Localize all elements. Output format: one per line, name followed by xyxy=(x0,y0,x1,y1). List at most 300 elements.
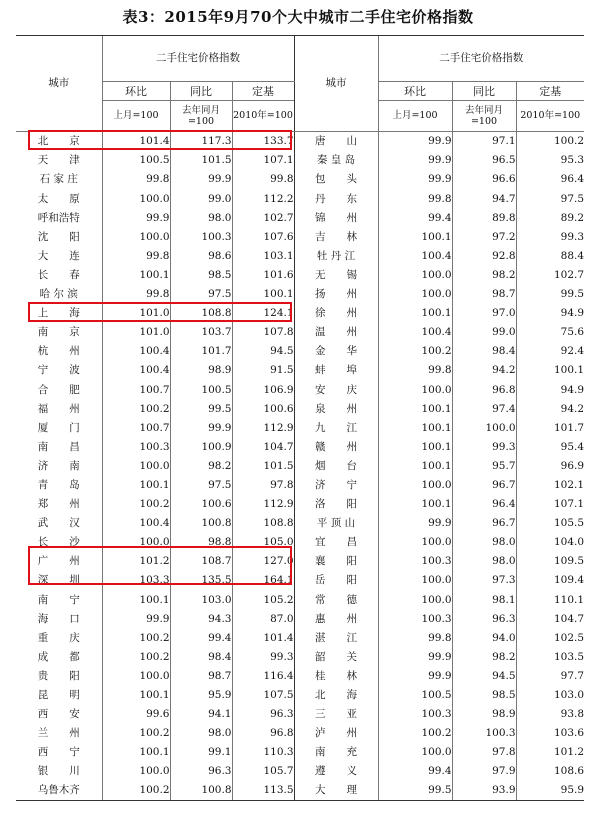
table-row xyxy=(16,227,584,246)
mom-cell-left: 101.0 xyxy=(102,323,170,342)
yoy-cell-right: 97.3 xyxy=(452,571,516,590)
fixed-cell-left: 101.5 xyxy=(232,457,294,476)
table-row xyxy=(16,457,584,476)
yoy-cell-right: 99.3 xyxy=(452,438,516,457)
mom-header-left: 环比 xyxy=(102,82,170,101)
fixed-cell-right: 102.7 xyxy=(516,266,584,285)
yoy-cell-left: 98.7 xyxy=(170,667,232,686)
city-cell-left: 太 原 xyxy=(37,192,80,205)
mom-cell-left: 100.4 xyxy=(102,361,170,380)
fixed-cell-right: 92.4 xyxy=(516,342,584,361)
table-row xyxy=(16,743,584,762)
yoy-cell-right: 98.7 xyxy=(452,285,516,304)
city-cell-right: 烟 台 xyxy=(294,457,378,476)
mom-header-right: 环比 xyxy=(378,82,452,101)
table-title: 表3：2015年9月70个大中城市二手住宅价格指数 xyxy=(122,8,474,26)
mom-cell-right: 100.2 xyxy=(378,724,452,743)
yoy-header-right: 同比 xyxy=(452,82,516,101)
city-cell-left: 福 州 xyxy=(37,402,80,415)
city-cell-left: 深 圳 xyxy=(37,574,80,587)
mom-cell-right: 100.0 xyxy=(378,743,452,762)
mom-cell-right: 100.1 xyxy=(378,495,452,514)
mom-cell-left: 99.8 xyxy=(102,285,170,304)
mom-cell-left: 100.0 xyxy=(102,457,170,476)
fixed-cell-left: 106.9 xyxy=(232,380,294,399)
mom-base-left: 上月=100 xyxy=(102,101,170,132)
fixed-header-right: 定基 xyxy=(516,82,584,101)
city-cell-right: 徐 州 xyxy=(294,304,378,323)
price-index-table xyxy=(16,35,584,801)
city-cell-left: 济 南 xyxy=(37,459,80,472)
fixed-cell-right: 89.2 xyxy=(516,208,584,227)
yoy-cell-right: 96.7 xyxy=(452,476,516,495)
mom-cell-right: 100.4 xyxy=(378,323,452,342)
yoy-cell-left: 99.1 xyxy=(170,743,232,762)
yoy-cell-left: 99.9 xyxy=(170,170,232,189)
fixed-cell-left: 127.0 xyxy=(232,552,294,571)
yoy-cell-right: 94.0 xyxy=(452,628,516,647)
mom-cell-right: 100.5 xyxy=(378,686,452,705)
yoy-cell-left: 97.5 xyxy=(170,476,232,495)
mom-cell-left: 100.1 xyxy=(102,686,170,705)
table-row xyxy=(16,628,584,647)
yoy-cell-left: 98.5 xyxy=(170,266,232,285)
yoy-cell-left: 135.5 xyxy=(170,571,232,590)
city-cell-right: 唐 山 xyxy=(294,132,378,152)
city-cell-left: 广 州 xyxy=(37,555,80,568)
fixed-cell-right: 94.9 xyxy=(516,380,584,399)
fixed-cell-right: 110.1 xyxy=(516,590,584,609)
mom-cell-left: 100.3 xyxy=(102,438,170,457)
fixed-cell-right: 109.5 xyxy=(516,552,584,571)
yoy-cell-right: 97.9 xyxy=(452,762,516,781)
fixed-cell-left: 112.9 xyxy=(232,495,294,514)
city-cell-right: 包 头 xyxy=(294,170,378,189)
yoy-cell-left: 103.0 xyxy=(170,590,232,609)
fixed-cell-right: 94.9 xyxy=(516,304,584,323)
yoy-cell-left: 98.2 xyxy=(170,457,232,476)
city-cell-right: 北 海 xyxy=(294,686,378,705)
fixed-cell-right: 88.4 xyxy=(516,247,584,266)
city-cell-right: 常 德 xyxy=(294,590,378,609)
mom-cell-left: 100.2 xyxy=(102,781,170,801)
fixed-cell-left: 100.6 xyxy=(232,399,294,418)
table-row xyxy=(16,438,584,457)
table-row xyxy=(16,609,584,628)
yoy-cell-left: 100.3 xyxy=(170,227,232,246)
yoy-cell-left: 117.3 xyxy=(170,132,232,152)
yoy-cell-right: 94.7 xyxy=(452,189,516,208)
fixed-cell-left: 116.4 xyxy=(232,667,294,686)
table-row xyxy=(16,571,584,590)
mom-cell-left: 99.9 xyxy=(102,609,170,628)
table-row xyxy=(16,667,584,686)
fixed-cell-left: 124.1 xyxy=(232,304,294,323)
table-row xyxy=(16,762,584,781)
yoy-cell-right: 93.9 xyxy=(452,781,516,801)
yoy-cell-right: 100.3 xyxy=(452,724,516,743)
yoy-cell-left: 98.6 xyxy=(170,247,232,266)
city-cell-right: 平 顶 山 xyxy=(294,514,378,533)
yoy-cell-left: 100.9 xyxy=(170,438,232,457)
yoy-base-left: 去年同月=100 xyxy=(170,101,232,132)
table-row xyxy=(16,342,584,361)
mom-cell-right: 99.9 xyxy=(378,514,452,533)
mom-cell-right: 100.0 xyxy=(378,571,452,590)
mom-cell-left: 100.0 xyxy=(102,533,170,552)
city-cell-left: 青 岛 xyxy=(37,478,80,491)
fixed-cell-left: 104.7 xyxy=(232,438,294,457)
yoy-cell-left: 99.4 xyxy=(170,628,232,647)
fixed-cell-left: 91.5 xyxy=(232,361,294,380)
fixed-cell-right: 103.6 xyxy=(516,724,584,743)
fixed-cell-right: 104.0 xyxy=(516,533,584,552)
yoy-cell-right: 97.1 xyxy=(452,132,516,152)
table-row xyxy=(16,781,584,801)
city-cell-right: 锦 州 xyxy=(294,208,378,227)
city-cell-left: 大 连 xyxy=(37,249,80,262)
yoy-cell-right: 96.7 xyxy=(452,514,516,533)
city-cell-left: 乌鲁木齐 xyxy=(16,781,102,801)
fixed-cell-left: 112.2 xyxy=(232,189,294,208)
mom-cell-right: 100.1 xyxy=(378,227,452,246)
fixed-cell-left: 87.0 xyxy=(232,609,294,628)
mom-cell-left: 100.7 xyxy=(102,418,170,437)
city-cell-right: 遵 义 xyxy=(294,762,378,781)
yoy-cell-left: 99.0 xyxy=(170,189,232,208)
table-row xyxy=(16,170,584,189)
fixed-cell-right: 102.5 xyxy=(516,628,584,647)
city-cell-left: 天 津 xyxy=(37,154,80,167)
city-cell-left: 合 肥 xyxy=(37,383,80,396)
fixed-cell-left: 101.6 xyxy=(232,266,294,285)
yoy-cell-right: 98.0 xyxy=(452,533,516,552)
yoy-cell-left: 108.8 xyxy=(170,304,232,323)
mom-cell-right: 99.9 xyxy=(378,667,452,686)
yoy-base-right: 去年同月=100 xyxy=(452,101,516,132)
city-cell-left: 昆 明 xyxy=(37,689,80,702)
fixed-cell-right: 107.1 xyxy=(516,495,584,514)
yoy-cell-left: 100.6 xyxy=(170,495,232,514)
mom-cell-left: 100.0 xyxy=(102,227,170,246)
mom-cell-right: 99.8 xyxy=(378,189,452,208)
yoy-cell-right: 94.5 xyxy=(452,667,516,686)
table-row xyxy=(16,418,584,437)
yoy-cell-left: 94.3 xyxy=(170,609,232,628)
fixed-cell-right: 100.2 xyxy=(516,132,584,152)
fixed-cell-right: 99.3 xyxy=(516,227,584,246)
index-group-header-left: 二手住宅价格指数 xyxy=(102,36,294,82)
city-column-header-right: 城市 xyxy=(294,36,378,132)
city-cell-right: 金 华 xyxy=(294,342,378,361)
fixed-cell-left: 101.4 xyxy=(232,628,294,647)
city-cell-right: 九 江 xyxy=(294,418,378,437)
yoy-cell-left: 100.5 xyxy=(170,380,232,399)
mom-cell-right: 100.0 xyxy=(378,380,452,399)
table-row xyxy=(16,724,584,743)
mom-cell-left: 101.0 xyxy=(102,304,170,323)
mom-cell-right: 100.3 xyxy=(378,705,452,724)
mom-cell-right: 99.9 xyxy=(378,170,452,189)
fixed-cell-left: 100.1 xyxy=(232,285,294,304)
city-cell-left: 宁 波 xyxy=(37,364,80,377)
mom-cell-right: 100.0 xyxy=(378,476,452,495)
yoy-cell-right: 96.4 xyxy=(452,495,516,514)
yoy-cell-left: 100.8 xyxy=(170,514,232,533)
table-row xyxy=(16,686,584,705)
mom-cell-left: 100.2 xyxy=(102,648,170,667)
yoy-cell-right: 96.3 xyxy=(452,609,516,628)
table-row xyxy=(16,495,584,514)
mom-cell-right: 99.9 xyxy=(378,151,452,170)
fixed-cell-right: 96.4 xyxy=(516,170,584,189)
table-row xyxy=(16,132,584,152)
fixed-header-left: 定基 xyxy=(232,82,294,101)
city-cell-left: 石 家 庄 xyxy=(39,173,78,186)
fixed-cell-left: 133.7 xyxy=(232,132,294,152)
fixed-cell-left: 94.5 xyxy=(232,342,294,361)
city-cell-left: 兰 州 xyxy=(37,727,80,740)
mom-cell-left: 100.1 xyxy=(102,266,170,285)
fixed-base-right: 2010年=100 xyxy=(516,101,584,132)
mom-cell-left: 100.5 xyxy=(102,151,170,170)
fixed-cell-left: 96.3 xyxy=(232,705,294,724)
city-cell-right: 赣 州 xyxy=(294,438,378,457)
fixed-cell-right: 95.3 xyxy=(516,151,584,170)
fixed-cell-left: 103.1 xyxy=(232,247,294,266)
yoy-cell-right: 96.5 xyxy=(452,151,516,170)
city-cell-right: 桂 林 xyxy=(294,667,378,686)
city-cell-right: 秦 皇 岛 xyxy=(294,151,378,170)
mom-cell-right: 100.1 xyxy=(378,457,452,476)
mom-cell-left: 100.0 xyxy=(102,667,170,686)
yoy-cell-right: 97.4 xyxy=(452,399,516,418)
table-row xyxy=(16,151,584,170)
mom-cell-right: 100.4 xyxy=(378,247,452,266)
city-cell-right: 洛 阳 xyxy=(294,495,378,514)
table-row xyxy=(16,648,584,667)
city-cell-left: 杭 州 xyxy=(37,345,80,358)
table-row xyxy=(16,304,584,323)
mom-cell-right: 100.1 xyxy=(378,304,452,323)
city-cell-left: 南 昌 xyxy=(37,440,80,453)
yoy-cell-left: 96.3 xyxy=(170,762,232,781)
mom-cell-left: 99.8 xyxy=(102,170,170,189)
city-cell-right: 惠 州 xyxy=(294,609,378,628)
fixed-cell-left: 164.1 xyxy=(232,571,294,590)
city-cell-right: 韶 关 xyxy=(294,648,378,667)
fixed-cell-right: 103.5 xyxy=(516,648,584,667)
mom-cell-right: 99.4 xyxy=(378,208,452,227)
fixed-cell-right: 93.8 xyxy=(516,705,584,724)
city-cell-left: 武 汉 xyxy=(37,517,80,530)
fixed-cell-right: 105.5 xyxy=(516,514,584,533)
fixed-cell-left: 99.3 xyxy=(232,648,294,667)
table-row xyxy=(16,285,584,304)
city-cell-left: 西 宁 xyxy=(37,746,80,759)
mom-cell-right: 100.1 xyxy=(378,399,452,418)
city-cell-right: 温 州 xyxy=(294,323,378,342)
mom-cell-left: 101.4 xyxy=(102,132,170,152)
table-row xyxy=(16,247,584,266)
mom-cell-right: 100.0 xyxy=(378,266,452,285)
yoy-cell-right: 97.0 xyxy=(452,304,516,323)
yoy-cell-left: 101.7 xyxy=(170,342,232,361)
mom-cell-left: 100.2 xyxy=(102,628,170,647)
table-row xyxy=(16,380,584,399)
fixed-cell-left: 108.8 xyxy=(232,514,294,533)
fixed-cell-right: 94.2 xyxy=(516,399,584,418)
yoy-cell-right: 99.0 xyxy=(452,323,516,342)
city-cell-left: 郑 州 xyxy=(37,498,80,511)
yoy-cell-left: 103.7 xyxy=(170,323,232,342)
city-cell-left: 长 沙 xyxy=(37,536,80,549)
mom-cell-left: 101.2 xyxy=(102,552,170,571)
city-cell-right: 无 锡 xyxy=(294,266,378,285)
mom-cell-right: 100.1 xyxy=(378,438,452,457)
city-cell-right: 泉 州 xyxy=(294,399,378,418)
mom-cell-right: 100.1 xyxy=(378,418,452,437)
city-cell-right: 济 宁 xyxy=(294,476,378,495)
yoy-cell-left: 98.4 xyxy=(170,648,232,667)
mom-cell-right: 99.5 xyxy=(378,781,452,801)
mom-cell-left: 100.1 xyxy=(102,743,170,762)
yoy-cell-right: 100.0 xyxy=(452,418,516,437)
mom-base-right: 上月=100 xyxy=(378,101,452,132)
fixed-cell-left: 107.1 xyxy=(232,151,294,170)
table-row xyxy=(16,552,584,571)
city-cell-left: 长 春 xyxy=(37,268,80,281)
yoy-cell-right: 97.8 xyxy=(452,743,516,762)
yoy-cell-left: 108.7 xyxy=(170,552,232,571)
fixed-cell-left: 110.3 xyxy=(232,743,294,762)
table-row xyxy=(16,476,584,495)
yoy-cell-right: 94.2 xyxy=(452,361,516,380)
yoy-cell-right: 98.4 xyxy=(452,342,516,361)
fixed-cell-right: 103.0 xyxy=(516,686,584,705)
fixed-cell-right: 102.1 xyxy=(516,476,584,495)
yoy-cell-right: 96.8 xyxy=(452,380,516,399)
city-cell-left: 西 安 xyxy=(37,708,80,721)
table-row xyxy=(16,514,584,533)
city-cell-right: 吉 林 xyxy=(294,227,378,246)
fixed-cell-right: 101.7 xyxy=(516,418,584,437)
yoy-cell-right: 98.0 xyxy=(452,552,516,571)
fixed-cell-left: 107.5 xyxy=(232,686,294,705)
fixed-cell-right: 100.1 xyxy=(516,361,584,380)
yoy-cell-left: 99.5 xyxy=(170,399,232,418)
fixed-cell-left: 102.7 xyxy=(232,208,294,227)
mom-cell-right: 100.2 xyxy=(378,342,452,361)
city-cell-left: 重 庆 xyxy=(37,631,80,644)
mom-cell-left: 100.1 xyxy=(102,590,170,609)
mom-cell-right: 100.3 xyxy=(378,609,452,628)
city-cell-right: 岳 阳 xyxy=(294,571,378,590)
yoy-cell-left: 98.8 xyxy=(170,533,232,552)
yoy-cell-right: 92.8 xyxy=(452,247,516,266)
mom-cell-right: 100.0 xyxy=(378,533,452,552)
mom-cell-left: 100.2 xyxy=(102,724,170,743)
mom-cell-left: 100.0 xyxy=(102,762,170,781)
mom-cell-left: 100.2 xyxy=(102,495,170,514)
city-cell-left: 上 海 xyxy=(37,307,80,320)
city-cell-right: 襄 阳 xyxy=(294,552,378,571)
fixed-cell-left: 107.6 xyxy=(232,227,294,246)
mom-cell-left: 100.4 xyxy=(102,514,170,533)
city-cell-left: 南 宁 xyxy=(37,593,80,606)
yoy-cell-right: 95.7 xyxy=(452,457,516,476)
table-row xyxy=(16,361,584,380)
yoy-cell-left: 94.1 xyxy=(170,705,232,724)
fixed-cell-right: 109.4 xyxy=(516,571,584,590)
yoy-cell-left: 98.0 xyxy=(170,208,232,227)
mom-cell-right: 100.0 xyxy=(378,285,452,304)
yoy-cell-left: 98.0 xyxy=(170,724,232,743)
mom-cell-left: 103.3 xyxy=(102,571,170,590)
table-row xyxy=(16,533,584,552)
mom-cell-left: 99.8 xyxy=(102,247,170,266)
city-cell-left: 南 京 xyxy=(37,326,80,339)
index-group-header-right: 二手住宅价格指数 xyxy=(378,36,584,82)
yoy-cell-right: 89.8 xyxy=(452,208,516,227)
table-row xyxy=(16,399,584,418)
mom-cell-left: 100.1 xyxy=(102,476,170,495)
yoy-cell-right: 98.2 xyxy=(452,648,516,667)
yoy-cell-right: 98.2 xyxy=(452,266,516,285)
fixed-cell-left: 96.8 xyxy=(232,724,294,743)
fixed-cell-right: 75.6 xyxy=(516,323,584,342)
fixed-cell-right: 96.9 xyxy=(516,457,584,476)
city-cell-right: 泸 州 xyxy=(294,724,378,743)
mom-cell-right: 99.9 xyxy=(378,132,452,152)
fixed-cell-left: 105.2 xyxy=(232,590,294,609)
mom-cell-left: 100.2 xyxy=(102,399,170,418)
fixed-cell-left: 113.5 xyxy=(232,781,294,801)
fixed-cell-right: 108.6 xyxy=(516,762,584,781)
yoy-header-left: 同比 xyxy=(170,82,232,101)
mom-cell-right: 100.0 xyxy=(378,590,452,609)
mom-cell-left: 99.9 xyxy=(102,208,170,227)
fixed-cell-left: 105.7 xyxy=(232,762,294,781)
mom-cell-right: 99.8 xyxy=(378,361,452,380)
city-cell-right: 湛 江 xyxy=(294,628,378,647)
city-cell-left: 北 京 xyxy=(37,135,80,148)
fixed-cell-left: 107.8 xyxy=(232,323,294,342)
table-row xyxy=(16,208,584,227)
yoy-cell-left: 95.9 xyxy=(170,686,232,705)
yoy-cell-left: 100.8 xyxy=(170,781,232,801)
table-row xyxy=(16,705,584,724)
fixed-cell-left: 112.9 xyxy=(232,418,294,437)
fixed-cell-left: 105.0 xyxy=(232,533,294,552)
city-cell-left: 成 都 xyxy=(37,650,80,663)
mom-cell-right: 100.3 xyxy=(378,552,452,571)
table-row xyxy=(16,189,584,208)
city-cell-left: 哈 尔 滨 xyxy=(39,288,78,301)
city-cell-left: 厦 门 xyxy=(37,421,80,434)
fixed-cell-right: 97.7 xyxy=(516,667,584,686)
yoy-cell-left: 97.5 xyxy=(170,285,232,304)
yoy-cell-right: 97.2 xyxy=(452,227,516,246)
fixed-cell-left: 99.8 xyxy=(232,170,294,189)
city-cell-left: 贵 阳 xyxy=(37,669,80,682)
yoy-cell-right: 96.6 xyxy=(452,170,516,189)
city-cell-left: 呼和浩特 xyxy=(37,211,80,224)
city-cell-right: 三 亚 xyxy=(294,705,378,724)
yoy-cell-left: 99.9 xyxy=(170,418,232,437)
fixed-cell-right: 99.5 xyxy=(516,285,584,304)
city-cell-left: 银 川 xyxy=(37,765,80,778)
